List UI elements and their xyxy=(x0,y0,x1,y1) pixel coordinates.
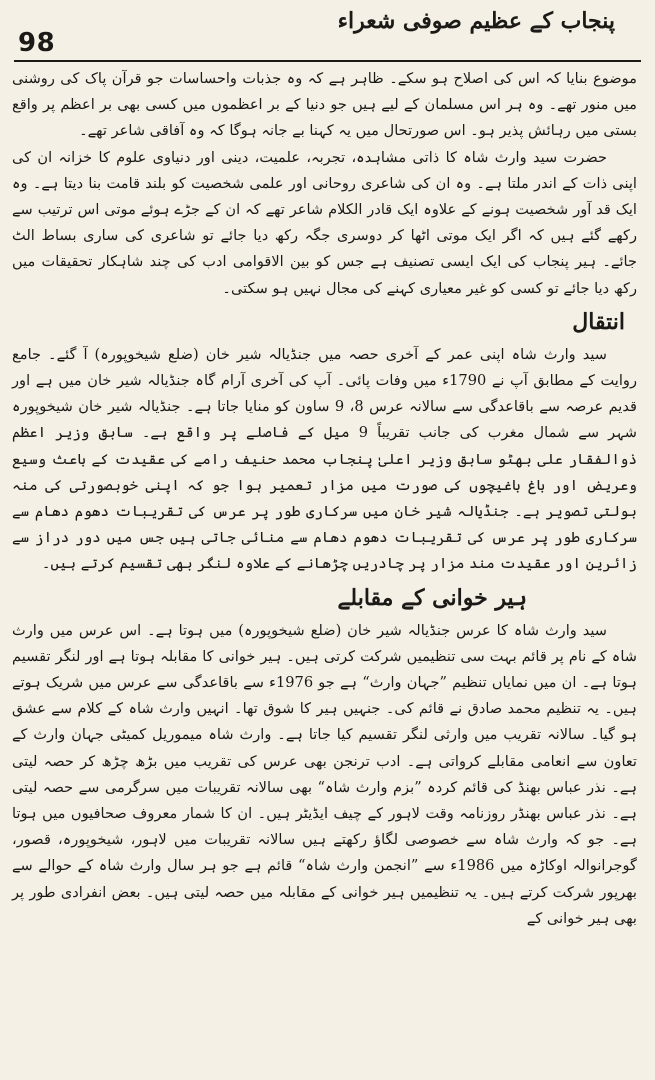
section-heading-competitions: ہیر خوانی کے مقابلے xyxy=(337,584,527,611)
page-body xyxy=(12,66,637,932)
running-head: پنجاب کے عظیم صوفی شعراء xyxy=(337,8,615,34)
page-number: 98 xyxy=(18,28,56,58)
page-header xyxy=(0,0,655,68)
death-paragraph: سید وارث شاہ اپنی عمر کے آخری حصہ میں جنڈیالہ شیر خان (ضلع شیخوپورہ) آ گئے۔ جامع روایت کے مطابق آپ نے 1790ء میں وفات پائی۔ آپ کی آخری آرام گاہ جنڈیالہ شیر خان میں ہے اور قدیم عرصہ سے باقاعدگی سے سالانہ عرس 8، 9 ساون کو منایا جاتا ہے۔ جنڈیالہ شیر خان شیخوپورہ شہر سے شمال مغرب کی جانب تقریباً 9 میل کے فاصلے پر واقع ہے۔ سابق وزیر اعظم ذوالفقار علی بھٹو سابق وزیر اعلیٰ پنجاب محمد حنیف رامے کی عقیدت کے باعث وسیع وعریض اور باغ باغیچوں کی صورت میں مزار تعمیر ہوا جو کہ اپنی خوبصورتی کی منہ بولتی تصویر ہے۔ جنڈیالہ شیر خان میں سرکاری طور پر عرس کی تقریبات دھوم دھام سے سرکاری طور پر عرس کی تقریبات دھوم دھام سے منائی جاتی ہیں جس میں دور دراز سے زائرین اور عقیدت مند مزار پر چادریں چڑھانے کے علاوہ لنگر بھی تقسیم کرتے ہیں۔ xyxy=(12,345,637,573)
intro-paragraph-1: موضوع بنایا کہ اس کی اصلاح ہو سکے۔ ظاہر ہے کہ وہ جذبات واحساسات جو قرآن پاک کی روشنی میں منور تھے۔ وہ ہر اس مسلمان کے لیے ہیں جو دنیا کے بر اعظموں میں کسی بھی بر اعظم پر واقع بستی میں رہائش پذیر ہو۔ اس صورتحال میں یہ کہنا بے جانہ ہوگا کہ وہ آفاقی شاعر تھے۔ xyxy=(12,70,637,140)
competitions-paragraph: سید وارث شاہ کا عرس جنڈیالہ شیر خان (ضلع شیخوپورہ) میں ہوتا ہے۔ اس عرس میں وارث شاہ کے نام پر قائم بہت سی تنظیمیں شرکت کرتی ہیں۔ ہیر خوانی کا مقابلہ ہوتا ہے اور لنگر تقسیم ہوتا ہے۔ ان میں نمایاں تنظیم ”جہان وارث“ ہے جو 1976ء سے باقاعدگی سے عرس میں شریک ہوتے ہیں۔ یہ تنظیم محمد صادق نے قائم کی۔ جنہیں ہیر کا شوق تھا۔ انہیں وارث شاہ کے کلام سے عشق ہو گیا۔ سالانہ تقریب میں وارثی لنگر تقسیم کیا جاتا ہے۔ وارث شاہ میموریل کمیٹی جہان وارث کے تعاون سے انعامی مقابلے کرواتی ہے۔ ادب ترنجن بھی عرس کی تقریب میں بڑھ چڑھ کر حصہ لیتی ہے۔ نذر عباس بھنڈ کی قائم کردہ ”بزم وارث شاہ“ بھی سالانہ تقریبات میں سرگرمی سے حصہ لیتی ہے۔ نذر عباس بھنڈر روزنامہ وقت لاہور کے چیف ایڈیٹر ہیں۔ ان کا شمار معروف صحافیوں میں ہوتا ہے۔ جو کہ وارث شاہ سے خصوصی لگاؤ رکھتے ہیں سالانہ تقریبات میں لاہور، شیخوپورہ، قصور، گوجرانوالہ اوکاڑہ میں 1986ء سے ”انجمن وارث شاہ“ قائم ہے جو ہر سال وارث شاہ کے حوالے سے بھرپور شرکت کرتے ہیں۔ یہ تنظیمیں ہیر خوانی کے مقابلہ میں حصہ لیتی ہیں۔ بعض انفرادی طور پر بھی ہیر خوانی کے xyxy=(12,621,637,927)
intro-paragraph-2: حضرت سید وارث شاہ کا ذاتی مشاہدہ، تجربہ، علمیت، دینی اور دنیاوی علوم کا خزانہ ان کی اپنی ذات کے اندر ملتا ہے۔ وہ ان کی شاعری روحانی اور علمی شخصیت کو بلند قامت بنا دیتا ہے۔ وہ ایک قد آور شخصیت ہونے کے علاوہ ایک قادر الکلام شاعر تھے کہ ان کے جڑے ہوئے موتی اس ترتیب سے رکھے گئے ہیں کہ اگر ایک موتی اٹھا کر دوسری جگہ رکھ دیا جائے تو شاعری کی ساری بساط الٹ جائے۔ ہیر پنجاب کی ایک ایسی تصنیف ہے جس کو بین الاقوامی ادب کی چند شاہکار تحقیقات میں رکھ دیا جائے تو کسی کو غیر معیاری کہنے کی مجال نہیں ہو سکتی۔ xyxy=(12,148,637,297)
header-rule xyxy=(14,60,641,62)
section-heading-death: انتقال xyxy=(572,308,625,335)
